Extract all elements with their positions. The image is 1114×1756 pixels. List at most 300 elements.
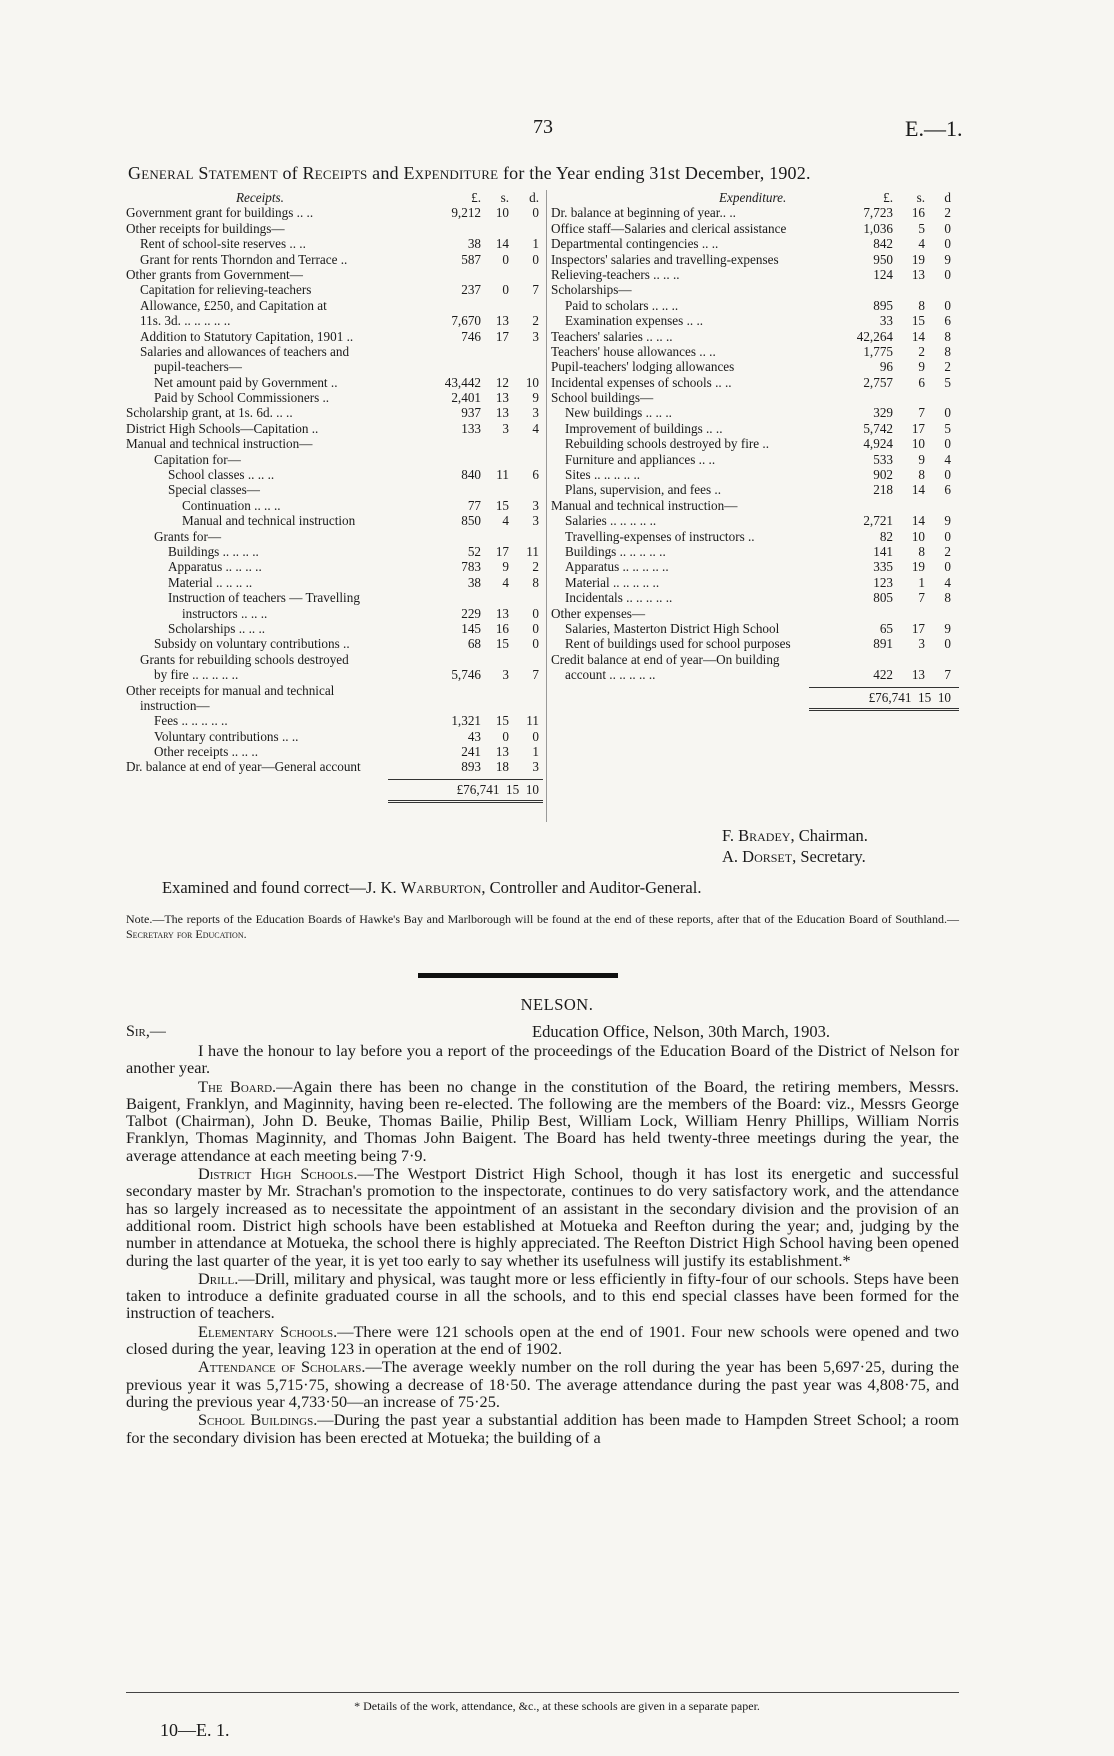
amount-pence: 11 xyxy=(526,543,539,559)
paragraph-lead: District High Schools. xyxy=(198,1164,358,1184)
amount-shillings: 15 xyxy=(495,636,509,652)
ledger-row xyxy=(126,713,543,728)
ledger-row xyxy=(126,329,543,344)
amount-pence: 0 xyxy=(944,405,951,421)
expenditure-total-row xyxy=(551,688,959,708)
amount-pence: 1 xyxy=(532,744,539,760)
amount-shillings: 10 xyxy=(911,528,925,544)
row-label: Credit balance at end of year—On building xyxy=(551,651,780,667)
amount-shillings: 4 xyxy=(502,513,509,529)
currency-unit: d. xyxy=(529,190,539,205)
amount-shillings: 3 xyxy=(502,420,509,436)
amount-shillings: 15 xyxy=(495,713,509,729)
row-label: Scholarships— xyxy=(551,282,632,298)
amount-pence: 9 xyxy=(944,513,951,529)
amount-shillings: 16 xyxy=(495,620,509,636)
row-label: Relieving-teachers .. .. .. xyxy=(551,266,680,282)
chairman-title: , Chairman. xyxy=(790,826,868,845)
currency-unit: s. xyxy=(916,190,925,205)
row-label: Special classes— xyxy=(168,482,260,498)
amount-pence: 6 xyxy=(532,467,539,483)
amount-pence: 8 xyxy=(944,590,951,606)
ledger-row xyxy=(126,298,543,313)
paragraph-text: —Again there has been no change in the constitution of the Board, the retiring members, Messrs. Baigent, Franklyn, and Maginnity, having been re-elected. The following are the members of the Board: viz., Messrs George Talbot (Chairman), John D. Beuke, Thomas Bailie, Philip Best, William Lock, William Henry Phillips, William Norris Franklyn, Thomas Maginnity, and Thomas John Baigent. The Board has held twenty-three meetings during the year, the average attendance at each meeting being 7·9. xyxy=(126,1076,959,1165)
row-label: account .. .. .. .. .. xyxy=(565,667,656,683)
amount-pence: 7 xyxy=(532,282,539,298)
amount-pounds: 950 xyxy=(873,251,893,267)
amount-pence: 0 xyxy=(944,266,951,282)
amount-pence: 0 xyxy=(944,220,951,236)
amount-pounds: 9,212 xyxy=(451,205,481,221)
ledger-row xyxy=(126,344,543,359)
amount-pence: 2 xyxy=(532,559,539,575)
paragraph-lead: Elementary Schools. xyxy=(198,1321,338,1341)
ledger-row xyxy=(551,529,959,544)
ledger-row xyxy=(126,267,543,282)
report-paragraph xyxy=(126,1358,959,1410)
amount-shillings: 15 xyxy=(911,313,925,329)
row-label: Fees .. .. .. .. .. xyxy=(154,713,228,729)
amount-pounds: 7,723 xyxy=(863,205,893,221)
row-label: by fire .. .. .. .. .. xyxy=(154,667,239,683)
expenditure-total: £76,741 15 10 xyxy=(868,689,951,705)
amount-pence: 3 xyxy=(532,405,539,421)
row-label: Grants for rebuilding schools destroyed xyxy=(140,651,349,667)
amount-pence: 2 xyxy=(944,205,951,221)
row-label: Paid by School Commissioners .. xyxy=(154,390,330,406)
amount-pence: 11 xyxy=(526,713,539,729)
amount-pence: 0 xyxy=(532,620,539,636)
audit-prefix: Examined and found correct—J. K. xyxy=(162,878,401,897)
row-label: School buildings— xyxy=(551,390,654,406)
amount-pounds: 1,775 xyxy=(863,343,893,359)
note-signoff: Secretary for Education. xyxy=(126,927,247,941)
ledger-row xyxy=(126,590,543,605)
ledger-row xyxy=(551,667,959,682)
amount-shillings: 0 xyxy=(502,282,509,298)
row-label: Plans, supervision, and fees .. xyxy=(565,482,722,498)
amount-pence: 0 xyxy=(944,436,951,452)
amount-pence: 0 xyxy=(532,251,539,267)
ledger-row xyxy=(126,421,543,436)
ledger-row xyxy=(126,621,543,636)
row-label: Instruction of teachers — Travelling xyxy=(168,590,360,606)
expenditure-column xyxy=(551,190,959,711)
receipts-total-row xyxy=(126,780,543,800)
ledger-row xyxy=(551,298,959,313)
paragraph-text: —Drill, military and physical, was taught more or less efficiently in fifty-four of our schools. Steps have been taken to introduce a definite graduated course in all the schools, and to this end special classes have been formed for the instruction of teachers. xyxy=(126,1268,959,1323)
amount-pence: 5 xyxy=(944,374,951,390)
amount-shillings: 8 xyxy=(918,467,925,483)
amount-shillings: 2 xyxy=(918,343,925,359)
paragraph-text: —The average weekly number on the roll during the year has been 5,697·25, during the previous year it was 5,715·75, showing a decrease of 18·50. The average attendance during the past year was 4,808·75, and during the previous year 4,733·50—an increase of 75·25. xyxy=(126,1357,960,1411)
amount-pounds: 895 xyxy=(873,297,893,313)
row-label: Scholarships .. .. .. xyxy=(168,620,266,636)
row-label: Subsidy on voluntary contributions .. xyxy=(154,636,350,652)
amount-pounds: 937 xyxy=(461,405,481,421)
ledger-row xyxy=(126,513,543,528)
row-label: Paid to scholars .. .. .. xyxy=(565,297,679,313)
amount-pence: 4 xyxy=(944,574,951,590)
amount-shillings: 17 xyxy=(495,328,509,344)
row-label: Manual and technical instruction— xyxy=(551,497,738,513)
paragraph-text: —There were 121 schools open at the end of 1901. Four new schools were opened and two closed during the year, leaving 123 in operation at the end of 1902. xyxy=(126,1321,959,1359)
amount-pence: 0 xyxy=(532,728,539,744)
amount-pence: 7 xyxy=(944,667,951,683)
amount-shillings: 9 xyxy=(502,559,509,575)
ledger-row xyxy=(126,313,543,328)
row-label: Other receipts .. .. .. xyxy=(154,744,258,760)
ledger-row xyxy=(126,606,543,621)
row-label: Incidentals .. .. .. .. .. xyxy=(565,590,673,606)
ledger-row xyxy=(551,498,959,513)
receipts-header xyxy=(126,190,543,205)
amount-shillings: 5 xyxy=(918,220,925,236)
expenditure-header xyxy=(551,190,959,205)
ledger-row xyxy=(126,452,543,467)
amount-pounds: 840 xyxy=(461,467,481,483)
amount-shillings: 12 xyxy=(495,374,509,390)
row-label: Material .. .. .. .. .. xyxy=(565,574,660,590)
amount-shillings: 14 xyxy=(911,482,925,498)
amount-pounds: 2,401 xyxy=(451,390,481,406)
row-label: Dr. balance at beginning of year.. .. xyxy=(551,205,736,221)
amount-pounds: 891 xyxy=(873,636,893,652)
amount-shillings: 4 xyxy=(502,574,509,590)
amount-pounds: 65 xyxy=(879,620,893,636)
row-label: 11s. 3d. .. .. .. .. .. xyxy=(140,313,231,329)
row-label: Other grants from Government— xyxy=(126,266,303,282)
amount-pounds: 1,321 xyxy=(451,713,481,729)
amount-pence: 3 xyxy=(532,497,539,513)
amount-pence: 8 xyxy=(944,343,951,359)
amount-pounds: 7,670 xyxy=(451,313,481,329)
ledger-row xyxy=(126,698,543,713)
row-label: Salaries and allowances of teachers and xyxy=(140,343,350,359)
amount-pounds: 805 xyxy=(873,590,893,606)
total-double-rule xyxy=(809,708,959,711)
amount-pounds: 850 xyxy=(461,513,481,529)
title-part: Receipts xyxy=(302,163,368,183)
amount-pence: 0 xyxy=(944,636,951,652)
ledger-row xyxy=(126,667,543,682)
amount-shillings: 13 xyxy=(495,405,509,421)
amount-shillings: 10 xyxy=(495,205,509,221)
row-label: Improvement of buildings .. .. xyxy=(565,420,723,436)
amount-pounds: 533 xyxy=(873,451,893,467)
footer-reference: 10—E. 1. xyxy=(160,1720,230,1740)
row-label: Buildings .. .. .. .. xyxy=(168,543,259,559)
amount-pounds: 746 xyxy=(461,328,481,344)
amount-shillings: 9 xyxy=(918,359,925,375)
report-paragraph xyxy=(126,1078,959,1164)
row-label: Salaries .. .. .. .. .. xyxy=(565,513,657,529)
ledger-row xyxy=(551,421,959,436)
amount-pounds: 52 xyxy=(467,543,481,559)
row-label: Continuation .. .. .. xyxy=(182,497,281,513)
document-reference: E.—1. xyxy=(905,116,963,141)
amount-pence: 5 xyxy=(944,420,951,436)
paragraph-text: —During the past year a substantial addition has been made to Hampden Street School; a room for the secondary division has been erected at Motueka; the building of a xyxy=(126,1410,959,1447)
amount-shillings: 6 xyxy=(918,374,925,390)
amount-pounds: 335 xyxy=(873,559,893,575)
ledger-row xyxy=(126,236,543,251)
report-paragraph xyxy=(126,1323,959,1358)
title-part: General Statement xyxy=(128,163,278,183)
ledger-row xyxy=(126,744,543,759)
ledger-row xyxy=(551,267,959,282)
ledger-row xyxy=(551,313,959,328)
total-double-rule xyxy=(388,800,543,803)
row-label: Examination expenses .. .. xyxy=(565,313,704,329)
amount-pence: 2 xyxy=(944,359,951,375)
footnote: * Details of the work, attendance, &c., at these schools are given in a separate paper. xyxy=(354,1699,760,1713)
statement-title xyxy=(128,163,811,184)
amount-shillings: 1 xyxy=(918,574,925,590)
row-label: Office staff—Salaries and clerical assistance xyxy=(551,220,787,236)
row-label: Sites .. .. .. .. .. xyxy=(565,467,641,483)
amount-pence: 0 xyxy=(944,467,951,483)
row-label: Apparatus .. .. .. .. xyxy=(168,559,262,575)
row-label: Buildings .. .. .. .. .. xyxy=(565,543,666,559)
row-label: Apparatus .. .. .. .. .. xyxy=(565,559,669,575)
column-divider xyxy=(546,190,547,822)
ledger-row xyxy=(551,282,959,297)
ledger-row xyxy=(551,405,959,420)
ledger-row xyxy=(126,390,543,405)
salutation: Sir,— xyxy=(126,1023,166,1040)
amount-pence: 2 xyxy=(532,313,539,329)
amount-shillings: 15 xyxy=(495,497,509,513)
amount-shillings: 14 xyxy=(911,328,925,344)
row-label: School classes .. .. .. xyxy=(168,467,275,483)
row-label: Capitation for— xyxy=(154,451,241,467)
ledger-row xyxy=(126,482,543,497)
row-label: Government grant for buildings .. .. xyxy=(126,205,314,221)
amount-pence: 6 xyxy=(944,313,951,329)
secretary-name: A. Dorset xyxy=(722,847,793,866)
ledger-row xyxy=(551,221,959,236)
amount-pence: 2 xyxy=(944,543,951,559)
amount-pounds: 587 xyxy=(461,251,481,267)
amount-shillings: 19 xyxy=(911,251,925,267)
amount-shillings: 4 xyxy=(918,236,925,252)
row-label: Allowance, £250, and Capitation at xyxy=(140,297,327,313)
report-paragraph xyxy=(126,1042,959,1077)
amount-pounds: 1,036 xyxy=(863,220,893,236)
ledger-row xyxy=(126,683,543,698)
row-label: pupil-teachers— xyxy=(154,359,242,375)
amount-shillings: 13 xyxy=(495,313,509,329)
amount-shillings: 16 xyxy=(911,205,925,221)
ledger-row xyxy=(551,329,959,344)
amount-pence: 6 xyxy=(944,482,951,498)
amount-pence: 9 xyxy=(944,251,951,267)
row-label: Inspectors' salaries and travelling-expenses xyxy=(551,251,779,267)
amount-pence: 8 xyxy=(532,574,539,590)
row-label: Voluntary contributions .. .. xyxy=(154,728,299,744)
paragraph-lead: Attendance of Scholars. xyxy=(198,1357,366,1377)
row-label: Teachers' salaries .. .. .. xyxy=(551,328,673,344)
amount-shillings: 19 xyxy=(911,559,925,575)
amount-pence: 0 xyxy=(532,205,539,221)
ledger-row xyxy=(551,344,959,359)
currency-unit: s. xyxy=(500,190,509,205)
dateline: Education Office, Nelson, 30th March, 1903. xyxy=(532,1022,830,1041)
amount-pounds: 329 xyxy=(873,405,893,421)
audit-statement xyxy=(162,878,701,898)
row-label: Rebuilding schools destroyed by fire .. xyxy=(565,436,770,452)
amount-pounds: 2,757 xyxy=(863,374,893,390)
ledger-row xyxy=(126,652,543,667)
amount-pounds: 96 xyxy=(879,359,893,375)
amount-pounds: 33 xyxy=(879,313,893,329)
amount-pence: 0 xyxy=(532,605,539,621)
amount-shillings: 8 xyxy=(918,297,925,313)
amount-pounds: 145 xyxy=(461,620,481,636)
amount-pounds: 4,924 xyxy=(863,436,893,452)
ledger-row xyxy=(126,498,543,513)
report-body xyxy=(126,1042,959,1447)
row-label: instructors .. .. .. xyxy=(182,605,268,621)
amount-shillings: 13 xyxy=(495,605,509,621)
amount-shillings: 8 xyxy=(918,543,925,559)
title-part: Expenditure xyxy=(403,163,499,183)
amount-pounds: 783 xyxy=(461,559,481,575)
ledger-row xyxy=(551,652,959,667)
section-rule xyxy=(418,973,618,978)
amount-pence: 7 xyxy=(532,667,539,683)
page-number: 73 xyxy=(533,116,553,138)
chairman-name: F. Bradey xyxy=(722,826,791,845)
amount-pounds: 893 xyxy=(461,759,481,775)
amount-pounds: 82 xyxy=(879,528,893,544)
amount-pence: 1 xyxy=(532,236,539,252)
amount-shillings: 17 xyxy=(495,543,509,559)
amount-pence: 0 xyxy=(944,236,951,252)
row-label: instruction— xyxy=(140,697,210,713)
secretary-title: , Secretary. xyxy=(792,847,866,866)
amount-shillings: 7 xyxy=(918,405,925,421)
ledger-row xyxy=(126,359,543,374)
section-heading: NELSON. xyxy=(520,995,594,1014)
ledger-row xyxy=(551,636,959,651)
amount-pounds: 218 xyxy=(873,482,893,498)
row-label: Rent of school-site reserves .. .. xyxy=(140,236,306,252)
amount-pounds: 237 xyxy=(461,282,481,298)
ledger-row xyxy=(126,729,543,744)
ledger-row xyxy=(126,759,543,774)
ledger-row xyxy=(551,575,959,590)
amount-shillings: 9 xyxy=(918,451,925,467)
amount-pounds: 133 xyxy=(461,420,481,436)
ledger-row xyxy=(551,375,959,390)
paragraph-text: I have the honour to lay before you a report of the proceedings of the Education Board of the District of Nelson for another year. xyxy=(126,1041,959,1078)
ledger-row xyxy=(551,236,959,251)
row-label: Furniture and appliances .. .. xyxy=(565,451,716,467)
ledger-row xyxy=(126,636,543,651)
receipts-total: £76,741 15 10 xyxy=(456,781,539,797)
footnote-rule xyxy=(126,1692,959,1693)
ledger-row xyxy=(551,544,959,559)
amount-shillings: 10 xyxy=(911,436,925,452)
row-label: Other receipts for buildings— xyxy=(126,220,285,236)
ledger-row xyxy=(126,221,543,236)
amount-shillings: 11 xyxy=(496,467,509,483)
audit-suffix: , Controller and Auditor-General. xyxy=(481,878,702,897)
ledger-row xyxy=(551,590,959,605)
amount-pence: 9 xyxy=(532,390,539,406)
amount-shillings: 13 xyxy=(495,744,509,760)
report-paragraph xyxy=(126,1165,959,1269)
ledger-row xyxy=(126,282,543,297)
title-part: and xyxy=(367,163,404,183)
ledger-row xyxy=(126,252,543,267)
row-label: Travelling-expenses of instructors .. xyxy=(565,528,755,544)
row-label: Addition to Statutory Capitation, 1901 .. xyxy=(140,328,354,344)
amount-pence: 3 xyxy=(532,759,539,775)
amount-pounds: 842 xyxy=(873,236,893,252)
amount-pounds: 5,746 xyxy=(451,667,481,683)
paragraph-lead: Drill. xyxy=(198,1268,239,1288)
row-label: Incidental expenses of schools .. .. xyxy=(551,374,732,390)
amount-pounds: 43,442 xyxy=(444,374,481,390)
amount-pounds: 38 xyxy=(467,574,481,590)
amount-shillings: 13 xyxy=(911,266,925,282)
amount-pence: 0 xyxy=(944,559,951,575)
ledger-row xyxy=(551,559,959,574)
row-label: Capitation for relieving-teachers xyxy=(140,282,312,298)
currency-unit: £. xyxy=(471,190,481,205)
amount-pounds: 124 xyxy=(873,266,893,282)
row-label: Dr. balance at end of year—General account xyxy=(126,759,361,775)
amount-pounds: 241 xyxy=(461,744,481,760)
ledger-row xyxy=(126,529,543,544)
amount-pounds: 43 xyxy=(467,728,481,744)
row-label: Salaries, Masterton District High School xyxy=(565,620,780,636)
amount-shillings: 7 xyxy=(918,590,925,606)
amount-pounds: 38 xyxy=(467,236,481,252)
amount-pounds: 123 xyxy=(873,574,893,590)
amount-pounds: 422 xyxy=(873,667,893,683)
row-label: Manual and technical instruction xyxy=(182,513,356,529)
ledger-row xyxy=(551,436,959,451)
ledger-row xyxy=(126,544,543,559)
amount-pence: 9 xyxy=(944,620,951,636)
ledger-row xyxy=(126,559,543,574)
report-paragraph xyxy=(126,1270,959,1322)
paragraph-lead: The Board. xyxy=(198,1076,277,1096)
amount-pounds: 42,264 xyxy=(856,328,893,344)
ledger-row xyxy=(551,606,959,621)
amount-pence: 0 xyxy=(532,636,539,652)
amount-shillings: 14 xyxy=(911,513,925,529)
paragraph-lead: School Buildings. xyxy=(198,1410,318,1430)
amount-pounds: 902 xyxy=(873,467,893,483)
row-label: Rent of buildings used for school purposes xyxy=(565,636,791,652)
amount-pounds: 77 xyxy=(467,497,481,513)
ledger-row xyxy=(126,405,543,420)
amount-pounds: 68 xyxy=(467,636,481,652)
ledger-row xyxy=(551,513,959,528)
row-label: Teachers' house allowances .. .. xyxy=(551,343,716,359)
row-label: Manual and technical instruction— xyxy=(126,436,313,452)
row-label: Departmental contingencies .. .. xyxy=(551,236,719,252)
ledger-row xyxy=(551,467,959,482)
amount-shillings: 17 xyxy=(911,620,925,636)
row-label: Grant for rents Thorndon and Terrace .. xyxy=(140,251,348,267)
row-label: Material .. .. .. .. xyxy=(168,574,253,590)
